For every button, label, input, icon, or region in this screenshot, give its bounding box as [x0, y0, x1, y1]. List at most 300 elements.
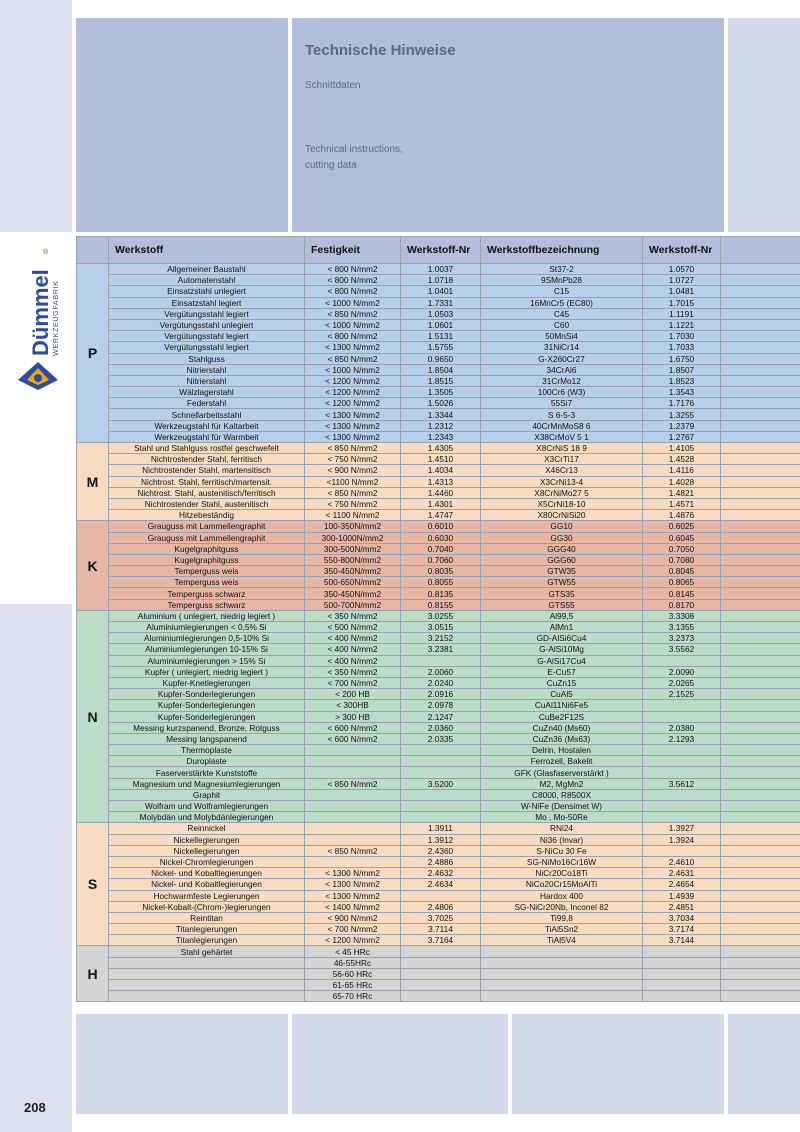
cell-werkstoff: [109, 957, 305, 968]
cell-werkstoff-nr: 1.0037: [401, 264, 481, 275]
cell-werkstoff-nr-2: 3.3308: [643, 610, 721, 621]
cell-festigkeit: < 1300 N/mm2: [305, 879, 401, 890]
cell-empty: [721, 924, 800, 935]
table-row: [77, 711, 800, 722]
cell-werkstoffbezeichnung: CuBe2F12S: [481, 711, 643, 722]
cell-werkstoffbezeichnung: CuAl5: [481, 689, 643, 700]
cell-werkstoff-nr: 1.3344: [401, 409, 481, 420]
cell-werkstoff: Nickel-Chromlegierungen: [109, 856, 305, 867]
cell-werkstoffbezeichnung: GFK (Glasfaserverstärkt ): [481, 767, 643, 778]
cell-werkstoff-nr-2: 1.2767: [643, 431, 721, 442]
cell-werkstoff: Aluminiumlegierungen 0,5-10% Si: [109, 633, 305, 644]
table-row: [77, 935, 800, 946]
cell-werkstoff-nr: 3.0255: [401, 610, 481, 621]
cell-werkstoff-nr: 2.0360: [401, 722, 481, 733]
cell-werkstoff-nr-2: 2.0265: [643, 677, 721, 688]
cell-werkstoffbezeichnung: 16MnCr5 (EC80): [481, 297, 643, 308]
cell-festigkeit: < 1200 N/mm2: [305, 398, 401, 409]
cell-werkstoff-nr: 1.7331: [401, 297, 481, 308]
header-right-panel: [728, 18, 800, 232]
cell-werkstoff: Aluminiumlegierungen 10-15% Si: [109, 644, 305, 655]
cell-werkstoff-nr: 1.3505: [401, 387, 481, 398]
cell-empty: [721, 588, 800, 599]
cell-empty: [721, 420, 800, 431]
cell-werkstoff-nr: [401, 968, 481, 979]
table-row: [77, 644, 800, 655]
cell-werkstoff: Kupfer-Sonderlegierungen: [109, 689, 305, 700]
table-row: [77, 554, 800, 565]
cell-werkstoffbezeichnung: C15: [481, 286, 643, 297]
cell-werkstoffbezeichnung: SG-NiCr20Nb, Inconel 82: [481, 901, 643, 912]
cell-werkstoff: Nichtrostender Stahl, austenitisch: [109, 498, 305, 509]
cell-empty: [721, 890, 800, 901]
cell-werkstoffbezeichnung: 50MnSi4: [481, 331, 643, 342]
cell-empty: [721, 644, 800, 655]
table-row: [77, 700, 800, 711]
cell-werkstoff-nr-2: 1.4528: [643, 454, 721, 465]
cell-werkstoff: Aluminiumlegierungen > 15% Si: [109, 655, 305, 666]
cell-festigkeit: < 900 N/mm2: [305, 465, 401, 476]
cell-empty: [721, 700, 800, 711]
table-row: [77, 476, 800, 487]
cell-festigkeit: < 600 N/mm2: [305, 722, 401, 733]
cell-festigkeit: < 700 N/mm2: [305, 924, 401, 935]
cell-festigkeit: < 45 HRc: [305, 946, 401, 957]
cell-werkstoff-nr: 1.0503: [401, 308, 481, 319]
cell-werkstoff-nr-2: 3.7174: [643, 924, 721, 935]
table-row: [77, 331, 800, 342]
cell-werkstoff: Kupfer-Sonderlegierungen: [109, 711, 305, 722]
table-row: [77, 353, 800, 364]
cell-werkstoffbezeichnung: 31CrMo12: [481, 375, 643, 386]
cell-werkstoff-nr: [401, 812, 481, 823]
cell-werkstoff-nr-2: 1.0727: [643, 275, 721, 286]
cell-werkstoff-nr-2: [643, 789, 721, 800]
cell-empty: [721, 622, 800, 633]
cell-werkstoffbezeichnung: X80CrNiSi20: [481, 510, 643, 521]
cell-festigkeit: < 1300 N/mm2: [305, 868, 401, 879]
cell-werkstoffbezeichnung: C45: [481, 308, 643, 319]
table-row: [77, 588, 800, 599]
cell-werkstoff-nr-2: 1.4116: [643, 465, 721, 476]
table-row: [77, 308, 800, 319]
header-werkstoff-nr: Werkstoff-Nr: [401, 237, 481, 264]
table-row: [77, 924, 800, 935]
table-row: [77, 633, 800, 644]
cell-werkstoff-nr-2: 1.7030: [643, 331, 721, 342]
cell-werkstoff-nr: 2.0978: [401, 700, 481, 711]
table-row: [77, 342, 800, 353]
cell-werkstoff: Allgemeiner Baustahl: [109, 264, 305, 275]
cell-werkstoffbezeichnung: Ni36 (Invar): [481, 834, 643, 845]
cell-festigkeit: 61-65 HRc: [305, 980, 401, 991]
table-row: [77, 722, 800, 733]
cell-werkstoffbezeichnung: GD-AlSi6Cu4: [481, 633, 643, 644]
cell-festigkeit: < 900 N/mm2: [305, 912, 401, 923]
table-row: [77, 465, 800, 476]
cell-werkstoff-nr: 1.4034: [401, 465, 481, 476]
cell-empty: [721, 823, 800, 834]
cell-werkstoff-nr-2: 1.0481: [643, 286, 721, 297]
table-row: [77, 398, 800, 409]
cell-werkstoffbezeichnung: [481, 991, 643, 1002]
cell-werkstoff-nr-2: [643, 711, 721, 722]
cell-empty: [721, 308, 800, 319]
cell-empty: [721, 577, 800, 588]
cell-werkstoff-nr: [401, 745, 481, 756]
cell-werkstoff-nr: 0.7060: [401, 554, 481, 565]
cell-festigkeit: < 850 N/mm2: [305, 778, 401, 789]
cell-werkstoff-nr: 1.4305: [401, 443, 481, 454]
cell-werkstoffbezeichnung: W-NiFe (Densimet W): [481, 801, 643, 812]
cell-werkstoffbezeichnung: 100Cr6 (W3): [481, 387, 643, 398]
cell-werkstoff: Schnellarbeitsstahl: [109, 409, 305, 420]
cell-festigkeit: < 750 N/mm2: [305, 498, 401, 509]
cell-festigkeit: 550-800N/mm2: [305, 554, 401, 565]
cell-werkstoffbezeichnung: [481, 980, 643, 991]
cell-werkstoff-nr: 1.0718: [401, 275, 481, 286]
cell-werkstoff: Nichtrostender Stahl, martensitisch: [109, 465, 305, 476]
table-row: [77, 286, 800, 297]
cell-werkstoffbezeichnung: TiAl5Sn2: [481, 924, 643, 935]
logo-registered-mark: ®: [43, 249, 49, 256]
cell-festigkeit: < 800 N/mm2: [305, 331, 401, 342]
cell-werkstoffbezeichnung: GTS55: [481, 599, 643, 610]
cell-festigkeit: < 500 N/mm2: [305, 622, 401, 633]
table-row: [77, 834, 800, 845]
cell-werkstoff: Faserverstärkte Kunststoffe: [109, 767, 305, 778]
cell-festigkeit: < 400 N/mm2: [305, 655, 401, 666]
table-row: [77, 443, 800, 454]
cell-werkstoffbezeichnung: X5CrNi18-10: [481, 498, 643, 509]
cell-werkstoff-nr-2: 1.7033: [643, 342, 721, 353]
cell-werkstoff: Stahl gehärtet: [109, 946, 305, 957]
table-row: [77, 364, 800, 375]
cell-werkstoff-nr-2: 1.3927: [643, 823, 721, 834]
cell-werkstoff-nr-2: 2.0090: [643, 666, 721, 677]
cell-werkstoff-nr: 0.9650: [401, 353, 481, 364]
cell-werkstoff-nr: 0.6030: [401, 532, 481, 543]
cell-werkstoffbezeichnung: CuZn15: [481, 677, 643, 688]
cell-werkstoff-nr: 1.2312: [401, 420, 481, 431]
cell-festigkeit: [305, 834, 401, 845]
table-row: [77, 622, 800, 633]
cell-werkstoff: Werkzeugstahl für Kaltarbeit: [109, 420, 305, 431]
cell-empty: [721, 689, 800, 700]
cell-werkstoff-nr-2: 3.5562: [643, 644, 721, 655]
cell-festigkeit: [305, 756, 401, 767]
cell-festigkeit: < 1300 N/mm2: [305, 420, 401, 431]
cell-werkstoff-nr-2: [643, 655, 721, 666]
cell-werkstoff-nr-2: 1.4105: [643, 443, 721, 454]
cell-festigkeit: < 400 N/mm2: [305, 633, 401, 644]
table-row: [77, 409, 800, 420]
cell-werkstoffbezeichnung: 31NiCr14: [481, 342, 643, 353]
logo-emblem-icon: [18, 362, 58, 390]
cell-werkstoff: Automatenstahl: [109, 275, 305, 286]
cell-werkstoff-nr: [401, 789, 481, 800]
table-row: [77, 498, 800, 509]
cell-werkstoff-nr-2: [643, 968, 721, 979]
cell-werkstoff-nr: 1.3911: [401, 823, 481, 834]
cell-werkstoff-nr-2: [643, 756, 721, 767]
cell-werkstoff: Vergütungsstahl legiert: [109, 331, 305, 342]
cell-empty: [721, 991, 800, 1002]
cell-festigkeit: < 1000 N/mm2: [305, 297, 401, 308]
header-festigkeit: Festigkeit: [305, 237, 401, 264]
cell-festigkeit: 100-350N/mm2: [305, 521, 401, 532]
cell-werkstoffbezeichnung: SG-NiMo16Cr16W: [481, 856, 643, 867]
cell-empty: [721, 297, 800, 308]
cell-werkstoffbezeichnung: TiAl5V4: [481, 935, 643, 946]
cell-festigkeit: < 350 N/mm2: [305, 610, 401, 621]
table-body: [77, 264, 800, 1002]
cell-werkstoff-nr-2: [643, 801, 721, 812]
cell-werkstoff: Vergütungsstahl unlegiert: [109, 319, 305, 330]
cell-empty: [721, 968, 800, 979]
cell-empty: [721, 431, 800, 442]
cell-werkstoff-nr: 3.7025: [401, 912, 481, 923]
cell-festigkeit: 65-70 HRc: [305, 991, 401, 1002]
cell-festigkeit: [305, 789, 401, 800]
footer-panel: [76, 1014, 288, 1114]
cell-werkstoff-nr: 3.2152: [401, 633, 481, 644]
cell-festigkeit: < 850 N/mm2: [305, 443, 401, 454]
cell-werkstoff: Nichtrost. Stahl, ferritisch/martensit.: [109, 476, 305, 487]
material-group-s: S: [77, 823, 109, 946]
cell-werkstoff: Stahlguss: [109, 353, 305, 364]
cell-empty: [721, 498, 800, 509]
cell-festigkeit: [305, 767, 401, 778]
cell-werkstoffbezeichnung: G-X260Cr27: [481, 353, 643, 364]
page-subtitle: Schnittdaten: [305, 80, 361, 91]
cell-werkstoff-nr: [401, 980, 481, 991]
cell-werkstoff-nr: [401, 655, 481, 666]
cell-werkstoff-nr-2: [643, 991, 721, 1002]
cell-festigkeit: [305, 812, 401, 823]
table-row: [77, 778, 800, 789]
table-row: [77, 946, 800, 957]
cell-werkstoff-nr-2: 0.8045: [643, 566, 721, 577]
table-row: [77, 801, 800, 812]
cell-empty: [721, 767, 800, 778]
cell-werkstoff: [109, 991, 305, 1002]
cell-werkstoff-nr-2: 2.4610: [643, 856, 721, 867]
cell-empty: [721, 610, 800, 621]
cell-werkstoff-nr-2: 3.2373: [643, 633, 721, 644]
cell-festigkeit: < 400 N/mm2: [305, 644, 401, 655]
cell-werkstoff-nr: 2.4886: [401, 856, 481, 867]
cell-werkstoff: Wolfram und Wolframlegierungen: [109, 801, 305, 812]
cell-werkstoff-nr-2: 0.8170: [643, 599, 721, 610]
cell-festigkeit: < 850 N/mm2: [305, 308, 401, 319]
header-werkstoff-nr-2: Werkstoff-Nr: [643, 237, 721, 264]
cell-werkstoffbezeichnung: CuZn36 (Ms63): [481, 733, 643, 744]
cell-werkstoff-nr: [401, 767, 481, 778]
cell-werkstoff: Aluminiumlegierungen < 0,5% Si: [109, 622, 305, 633]
cell-werkstoff: Aluminium ( unlegiert, niedrig legiert ): [109, 610, 305, 621]
header-empty: [721, 237, 800, 264]
cell-festigkeit: < 1000 N/mm2: [305, 319, 401, 330]
cell-empty: [721, 711, 800, 722]
cell-werkstoff-nr: 0.6010: [401, 521, 481, 532]
cell-werkstoff: Nickel- und Kobaltlegierungen: [109, 868, 305, 879]
cell-werkstoff-nr: 0.8055: [401, 577, 481, 588]
cell-werkstoff: Reintitan: [109, 912, 305, 923]
material-group-k: K: [77, 521, 109, 611]
cell-werkstoff-nr: 1.4510: [401, 454, 481, 465]
cell-werkstoff-nr-2: 1.4821: [643, 487, 721, 498]
cell-empty: [721, 286, 800, 297]
cell-festigkeit: 300-1000N/mm2: [305, 532, 401, 543]
cell-werkstoff-nr: [401, 946, 481, 957]
cell-werkstoff-nr-2: 1.4939: [643, 890, 721, 901]
table-row: [77, 901, 800, 912]
cell-festigkeit: < 1300 N/mm2: [305, 431, 401, 442]
cell-werkstoff-nr: 1.5131: [401, 331, 481, 342]
cell-festigkeit: 350-450N/mm2: [305, 588, 401, 599]
table-row: [77, 991, 800, 1002]
cell-festigkeit: < 1300 N/mm2: [305, 342, 401, 353]
cell-werkstoff: Kupfer-Knetlegierungen: [109, 677, 305, 688]
cell-werkstoff: Hitzebeständig: [109, 510, 305, 521]
cell-werkstoff-nr-2: 1.3543: [643, 387, 721, 398]
cell-festigkeit: < 850 N/mm2: [305, 353, 401, 364]
cell-festigkeit: > 300 HB: [305, 711, 401, 722]
cell-empty: [721, 722, 800, 733]
cell-werkstoff-nr-2: 2.4631: [643, 868, 721, 879]
cell-werkstoff-nr: 2.0240: [401, 677, 481, 688]
table-row: [77, 375, 800, 386]
cell-werkstoffbezeichnung: X8CrNiMo27 5: [481, 487, 643, 498]
cell-empty: [721, 856, 800, 867]
cell-werkstoffbezeichnung: Delrin, Hostalen: [481, 745, 643, 756]
cell-empty: [721, 532, 800, 543]
table-row: [77, 487, 800, 498]
table-row: [77, 767, 800, 778]
cell-empty: [721, 745, 800, 756]
cell-werkstoffbezeichnung: Ti99,8: [481, 912, 643, 923]
cell-werkstoffbezeichnung: 55Si7: [481, 398, 643, 409]
cell-empty: [721, 778, 800, 789]
material-group-h: H: [77, 946, 109, 1002]
cell-werkstoff-nr-2: 0.8065: [643, 577, 721, 588]
cell-werkstoff: Grauguss mit Lammellengraphit: [109, 532, 305, 543]
header-werkstoff: Werkstoff: [109, 237, 305, 264]
cell-werkstoff-nr: [401, 957, 481, 968]
cell-werkstoff-nr: 2.4634: [401, 879, 481, 890]
cell-werkstoff-nr-2: [643, 845, 721, 856]
header-group-cell: [77, 237, 109, 264]
cell-festigkeit: 500-650N/mm2: [305, 577, 401, 588]
material-group-n: N: [77, 610, 109, 823]
cell-empty: [721, 801, 800, 812]
cell-festigkeit: < 1200 N/mm2: [305, 375, 401, 386]
cell-empty: [721, 845, 800, 856]
cell-festigkeit: < 850 N/mm2: [305, 487, 401, 498]
cell-festigkeit: 500-700N/mm2: [305, 599, 401, 610]
cell-werkstoff: Vergütungsstahl legiert: [109, 308, 305, 319]
cell-werkstoff-nr-2: 0.8145: [643, 588, 721, 599]
cell-werkstoff: Temperguss weis: [109, 566, 305, 577]
cell-werkstoff-nr: [401, 890, 481, 901]
cell-festigkeit: < 850 N/mm2: [305, 845, 401, 856]
cell-werkstoff-nr: 2.4806: [401, 901, 481, 912]
english-title-line2: cutting data: [305, 160, 357, 171]
table-row: [77, 968, 800, 979]
cell-werkstoff-nr: 1.2343: [401, 431, 481, 442]
cell-werkstoffbezeichnung: GG30: [481, 532, 643, 543]
table-row: [77, 823, 800, 834]
cell-empty: [721, 868, 800, 879]
cell-werkstoff-nr: 3.0515: [401, 622, 481, 633]
cell-festigkeit: <1100 N/mm2: [305, 476, 401, 487]
table-row: [77, 879, 800, 890]
cell-werkstoff-nr-2: 2.4851: [643, 901, 721, 912]
cell-werkstoff-nr-2: 0.7050: [643, 543, 721, 554]
cell-werkstoffbezeichnung: C60: [481, 319, 643, 330]
table-header-row: [77, 237, 800, 264]
cell-werkstoff-nr: 1.4301: [401, 498, 481, 509]
cell-werkstoffbezeichnung: [481, 957, 643, 968]
cell-empty: [721, 521, 800, 532]
cell-empty: [721, 264, 800, 275]
cell-werkstoffbezeichnung: St37-2: [481, 264, 643, 275]
cell-festigkeit: < 350 N/mm2: [305, 666, 401, 677]
table-row: [77, 957, 800, 968]
cell-werkstoff: Vergütungsstahl legiert: [109, 342, 305, 353]
cell-werkstoff-nr-2: 2.1525: [643, 689, 721, 700]
cell-festigkeit: 56-60 HRc: [305, 968, 401, 979]
cell-werkstoff-nr-2: 1.0570: [643, 264, 721, 275]
cell-werkstoff: Reinnickel: [109, 823, 305, 834]
cell-empty: [721, 543, 800, 554]
cell-festigkeit: < 1000 N/mm2: [305, 364, 401, 375]
cell-werkstoff: Hochwarmfeste Legierungen: [109, 890, 305, 901]
cell-werkstoff: Nickel- und Kobaltlegierungen: [109, 879, 305, 890]
cell-empty: [721, 879, 800, 890]
cell-empty: [721, 465, 800, 476]
cell-empty: [721, 398, 800, 409]
cell-werkstoff: [109, 968, 305, 979]
cell-festigkeit: [305, 801, 401, 812]
table-row: [77, 543, 800, 554]
cell-werkstoffbezeichnung: X8CrNiS 18 9: [481, 443, 643, 454]
table-row: [77, 756, 800, 767]
cell-werkstoff-nr-2: 1.6750: [643, 353, 721, 364]
table-row: [77, 666, 800, 677]
cell-empty: [721, 554, 800, 565]
cell-werkstoffbezeichnung: M2, MgMn2: [481, 778, 643, 789]
cutting-data-table: [76, 236, 800, 1002]
table-row: [77, 566, 800, 577]
cell-werkstoff-nr-2: 1.4571: [643, 498, 721, 509]
cell-werkstoff-nr-2: 3.1355: [643, 622, 721, 633]
cell-werkstoff-nr-2: [643, 767, 721, 778]
cell-werkstoffbezeichnung: RNi24: [481, 823, 643, 834]
cell-empty: [721, 331, 800, 342]
cell-werkstoff-nr-2: 1.8507: [643, 364, 721, 375]
cell-empty: [721, 901, 800, 912]
page-title: Technische Hinweise: [305, 42, 456, 59]
cell-werkstoff: Stahl und Stahlguss rostfei geschwefelt: [109, 443, 305, 454]
english-title-line1: Technical instructions,: [305, 144, 403, 155]
material-group-m: M: [77, 443, 109, 521]
cell-empty: [721, 666, 800, 677]
logo-tagline-text: WERKZEUGFABRIK: [51, 280, 60, 356]
cell-empty: [721, 566, 800, 577]
cell-empty: [721, 733, 800, 744]
